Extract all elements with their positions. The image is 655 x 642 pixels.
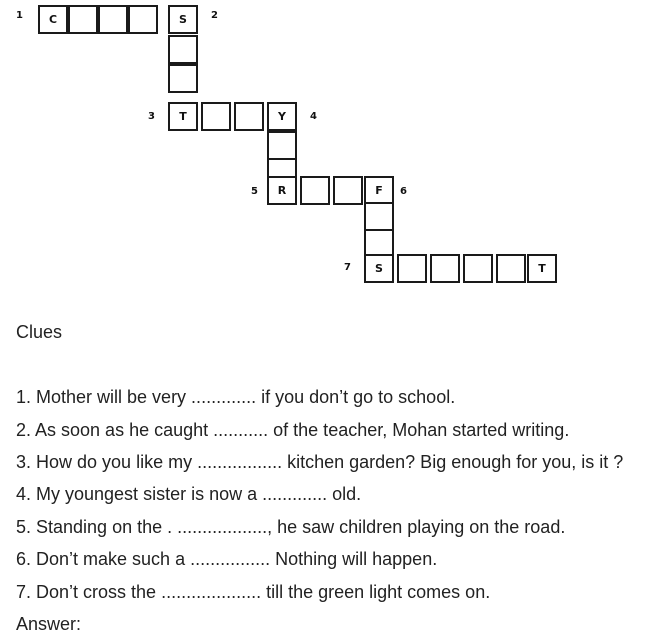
crossword-cell (496, 254, 526, 283)
crossword-cell (128, 5, 158, 34)
crossword-cell: T (168, 102, 198, 131)
crossword-grid (0, 0, 655, 300)
clue-3: 3. How do you like my ................. kitchen garden? Big enough for you, is it ? (16, 452, 624, 472)
clue-number: 4 (310, 111, 317, 122)
clues-heading: Clues (16, 322, 63, 342)
crossword-cell: S (364, 254, 394, 283)
crossword-cell (364, 202, 394, 231)
clue-7: 7. Don’t cross the .................... till the green light comes on. (16, 582, 491, 602)
crossword-cell (68, 5, 98, 34)
crossword-cell (234, 102, 264, 131)
clue-1: 1. Mother will be very ............. if you don’t go to school. (16, 387, 456, 407)
clue-number: 3 (148, 111, 155, 122)
crossword-cell: C (38, 5, 68, 34)
crossword-cell: Y (267, 102, 297, 131)
crossword-cell (267, 131, 297, 160)
crossword-cell: R (267, 176, 297, 205)
clue-6: 6. Don’t make such a ................ Nothing will happen. (16, 549, 438, 569)
clue-number: 1 (16, 10, 23, 21)
crossword-cell (397, 254, 427, 283)
crossword-cell (168, 35, 198, 64)
answer-label: Answer: (16, 614, 82, 634)
crossword-cell (333, 176, 363, 205)
clue-5: 5. Standing on the . .................., he saw children playing on the road. (16, 517, 566, 537)
crossword-cell: S (168, 5, 198, 34)
clue-2: 2. As soon as he caught ........... of the teacher, Mohan started writing. (16, 420, 570, 440)
crossword-cell: F (364, 176, 394, 205)
crossword-cell (463, 254, 493, 283)
crossword-cell (98, 5, 128, 34)
clue-number: 6 (400, 186, 407, 197)
clue-number: 7 (344, 262, 351, 273)
crossword-cell: T (527, 254, 557, 283)
crossword-cell (168, 64, 198, 93)
clue-4: 4. My youngest sister is now a ............. old. (16, 484, 362, 504)
clue-number: 2 (211, 10, 218, 21)
crossword-cell (300, 176, 330, 205)
clue-number: 5 (251, 186, 258, 197)
crossword-cell (201, 102, 231, 131)
crossword-cell (430, 254, 460, 283)
